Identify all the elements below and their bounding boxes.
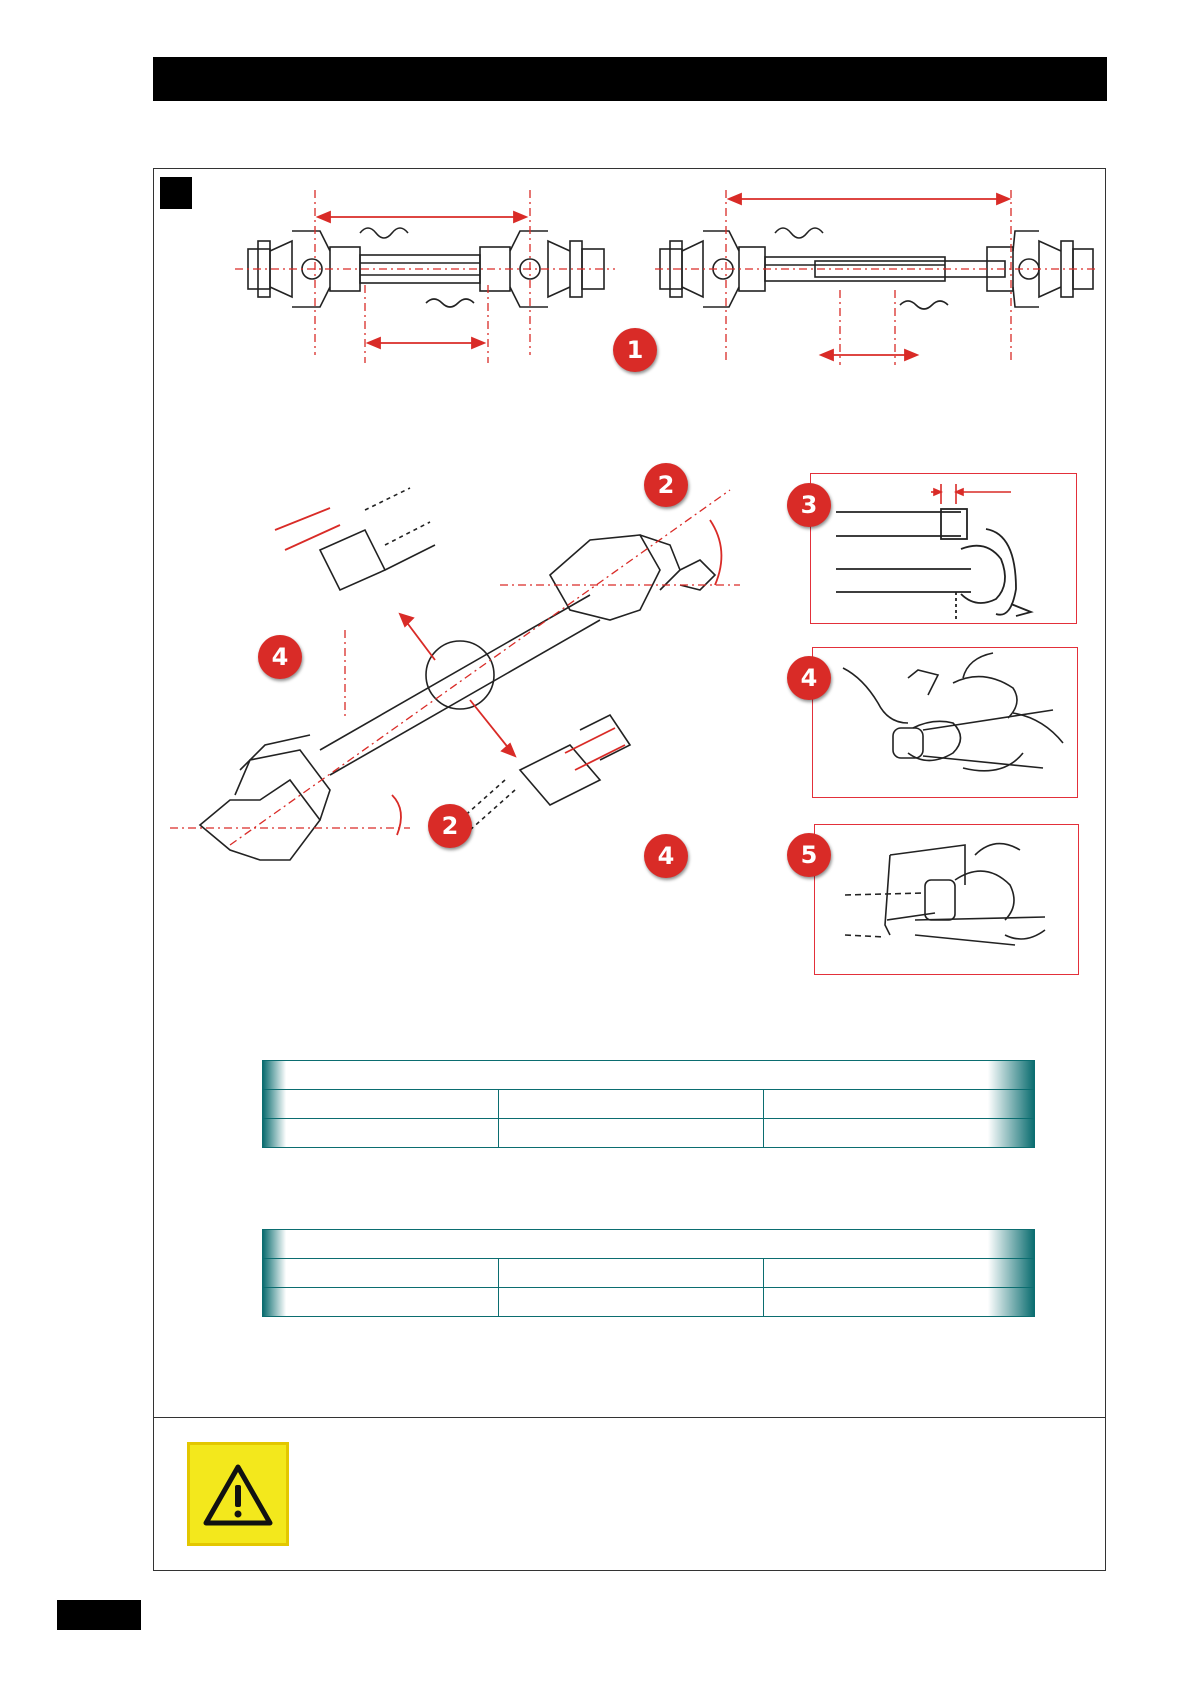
page-number-tab: [57, 1600, 141, 1630]
spec-table-cell: [263, 1288, 499, 1316]
callout-badge-5: 5: [787, 833, 831, 877]
spec-table-header-cell: [263, 1061, 1034, 1089]
detail-box-saw-cut: [814, 824, 1079, 975]
spec-table-cell: [499, 1259, 764, 1287]
warning-text: [310, 1450, 1070, 1540]
callout-badge-4-bottom: 4: [644, 834, 688, 878]
detail-box-deburr-tube: [812, 647, 1078, 798]
callout-badge-4-left: 4: [258, 635, 302, 679]
pto-shaft-extended-drawing: [655, 185, 1095, 370]
warning-triangle-icon: [187, 1442, 289, 1546]
deburr-tube-drawing: [813, 648, 1076, 796]
callout-badge-2-bottom: 2: [428, 804, 472, 848]
spec-table-cell: [499, 1288, 764, 1316]
callout-badge-3: 3: [787, 483, 831, 527]
callout-badge-2-top: 2: [644, 463, 688, 507]
spec-table-header-cell: [263, 1230, 1034, 1258]
detail-box-guard-clearance: [810, 473, 1077, 624]
spec-table-row: [263, 1259, 1034, 1287]
spec-table-cell: [499, 1119, 764, 1147]
callout-badge-4-right: 4: [787, 656, 831, 700]
spec-table-header: [263, 1061, 1034, 1089]
spec-table-cell: [764, 1259, 1034, 1287]
spec-table-cell: [764, 1288, 1034, 1316]
spec-table-cell: [263, 1090, 499, 1118]
spec-table-cell: [263, 1119, 499, 1147]
spec-table-2: [262, 1229, 1035, 1317]
section-marker: [160, 177, 192, 209]
pto-shaft-collapsed-drawing: [230, 185, 620, 365]
spec-table-cell: [764, 1119, 1034, 1147]
frame-divider: [153, 1417, 1106, 1418]
callout-badge-1: 1: [613, 328, 657, 372]
spec-table-header: [263, 1230, 1034, 1258]
guard-clearance-drawing: [811, 474, 1075, 622]
spec-table-cell: [764, 1090, 1034, 1118]
spec-table-row: [263, 1090, 1034, 1118]
spec-table-1: [262, 1060, 1035, 1148]
saw-cut-drawing: [815, 825, 1077, 973]
header-bar: [153, 57, 1107, 101]
spec-table-cell: [499, 1090, 764, 1118]
spec-table-row: [263, 1288, 1034, 1316]
spec-table-cell: [263, 1259, 499, 1287]
spec-table-row: [263, 1119, 1034, 1147]
